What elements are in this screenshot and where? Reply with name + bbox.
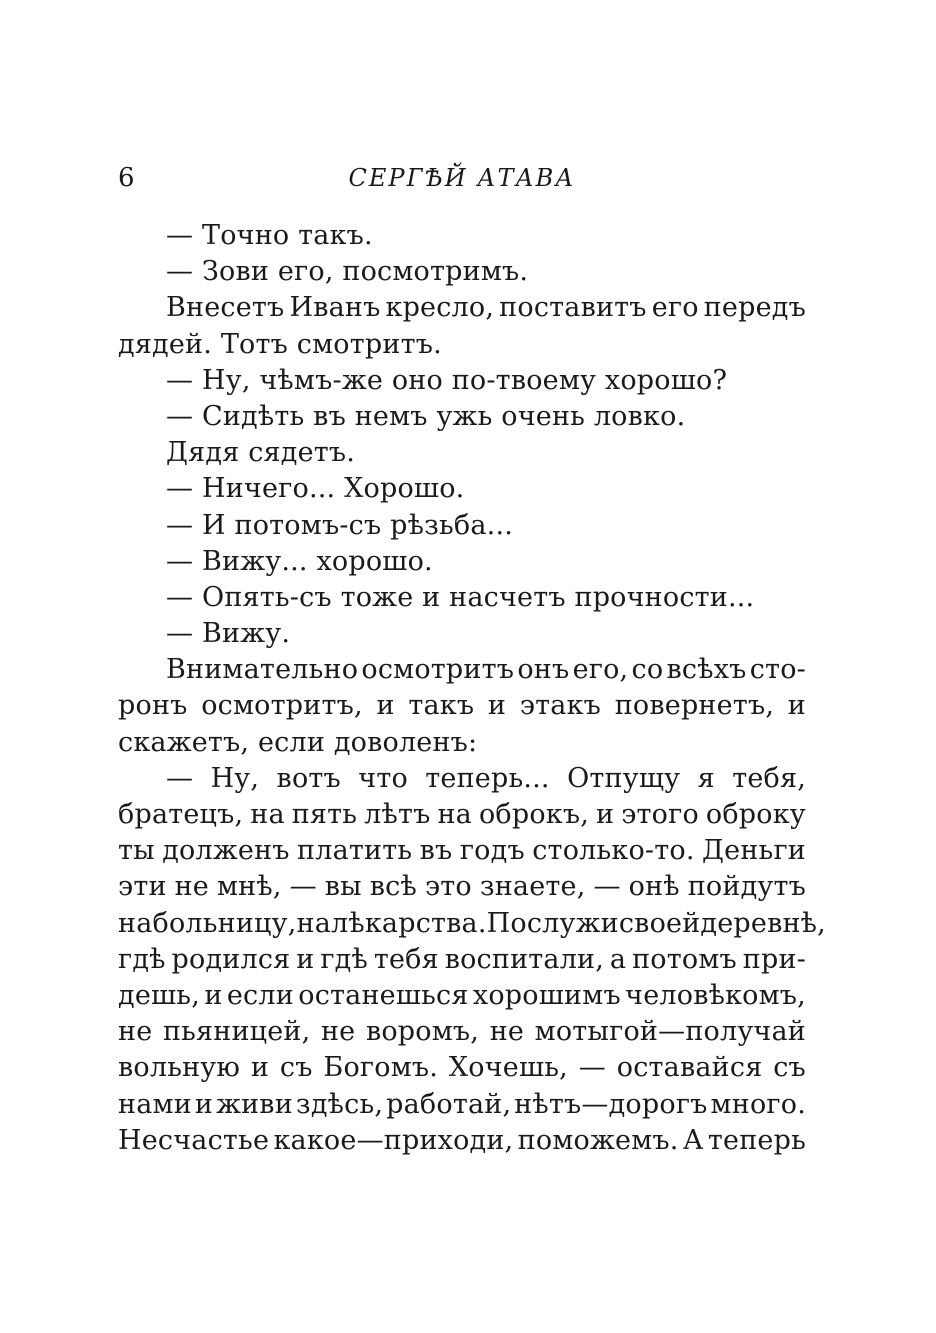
word: я bbox=[697, 762, 715, 794]
word: пьяницей, bbox=[162, 1016, 311, 1048]
word: и bbox=[194, 1088, 214, 1120]
word: сто- bbox=[749, 654, 806, 686]
word: столько-то. bbox=[532, 835, 695, 867]
text-line: — Вижу... хорошо. bbox=[166, 545, 433, 577]
word: — bbox=[166, 762, 194, 794]
word: оброку bbox=[705, 799, 806, 830]
text-line: — И потомъ-съ рѣзьба... bbox=[166, 509, 514, 541]
word: на bbox=[118, 907, 153, 939]
text-line bbox=[118, 1087, 806, 1123]
word: воромъ, bbox=[365, 1016, 480, 1048]
word: работай, bbox=[386, 1088, 512, 1120]
word: съ bbox=[773, 1052, 806, 1084]
word: знаете, bbox=[479, 871, 586, 903]
word: пойдутъ bbox=[687, 871, 806, 903]
text-line: — Ну, чѣмъ-же оно по-твоему хорошо? bbox=[166, 364, 728, 396]
text-line: — Зови его, посмотримъ. bbox=[166, 256, 529, 288]
word: этого bbox=[621, 799, 699, 830]
word: всѣхъ bbox=[666, 654, 747, 686]
text-line bbox=[118, 869, 806, 905]
word: деревнѣ, bbox=[700, 907, 826, 939]
word: родился bbox=[171, 943, 291, 975]
word: останешься bbox=[298, 979, 469, 1011]
text-line bbox=[118, 1123, 806, 1159]
word: больницу, bbox=[152, 907, 297, 939]
word: — bbox=[578, 1052, 606, 1084]
word: поставитъ bbox=[499, 292, 647, 324]
word: Внесетъ bbox=[166, 292, 285, 324]
word: годъ bbox=[459, 835, 525, 867]
word: долженъ bbox=[162, 835, 290, 867]
word: вотъ bbox=[276, 762, 341, 794]
word: какое—приходи, bbox=[273, 1124, 514, 1156]
word: и bbox=[204, 979, 223, 1011]
running-title: СЕРГѢЙ АТАВА bbox=[348, 164, 576, 192]
word: братецъ, bbox=[118, 799, 244, 830]
word: лѣкарства. bbox=[331, 907, 487, 939]
word: эти bbox=[118, 871, 167, 903]
word: оставайся bbox=[616, 1052, 763, 1084]
word: платить bbox=[297, 835, 413, 867]
word: живи bbox=[216, 1088, 293, 1120]
word: Внимательно bbox=[166, 654, 359, 686]
word: поможемъ. bbox=[517, 1124, 679, 1156]
word: Хочешь, bbox=[448, 1052, 568, 1084]
word: человѣкомъ, bbox=[625, 979, 806, 1011]
word: повернетъ, bbox=[614, 690, 775, 722]
word: лѣтъ bbox=[364, 799, 431, 830]
word: не bbox=[320, 1016, 356, 1048]
word: осмотритъ bbox=[361, 654, 515, 686]
text-line bbox=[118, 652, 806, 688]
word: онѣ bbox=[628, 871, 680, 903]
word: на bbox=[296, 907, 331, 939]
word: Иванъ bbox=[289, 292, 381, 324]
word: тебя, bbox=[732, 762, 806, 794]
word: много. bbox=[710, 1088, 806, 1120]
text-line: — Сидѣть въ немъ ужь очень ловко. bbox=[166, 400, 686, 432]
word: теперь bbox=[707, 1124, 806, 1156]
text-line: — Вижу. bbox=[166, 618, 291, 650]
word: всѣ bbox=[369, 871, 417, 903]
text-line: скажетъ, если доволенъ: bbox=[118, 726, 478, 758]
word: при- bbox=[742, 943, 806, 975]
word: вы bbox=[324, 871, 362, 903]
word: оброкъ, bbox=[478, 799, 590, 830]
word: на bbox=[437, 799, 472, 830]
word: этакъ bbox=[519, 690, 602, 722]
word: на bbox=[250, 799, 285, 830]
word: вольную bbox=[118, 1052, 241, 1084]
word: его, bbox=[572, 654, 629, 686]
word: нѣтъ—дорогъ bbox=[514, 1088, 708, 1120]
text-line bbox=[118, 688, 806, 724]
word: воспитали, bbox=[444, 943, 605, 975]
word: и bbox=[596, 799, 615, 830]
word: ронъ bbox=[118, 690, 188, 722]
word: Несчастье bbox=[118, 1124, 270, 1156]
word: что bbox=[358, 762, 408, 794]
word: Отпущу bbox=[567, 762, 681, 794]
word: не bbox=[118, 1016, 153, 1048]
word: гдѣ bbox=[118, 943, 166, 975]
word: не bbox=[489, 1016, 525, 1048]
word: Послужи bbox=[486, 907, 619, 939]
word: тебя bbox=[373, 943, 439, 975]
word: и bbox=[787, 690, 806, 722]
text-line bbox=[118, 1014, 806, 1050]
word: Деньги bbox=[702, 835, 806, 867]
page-header bbox=[118, 160, 806, 196]
word: въ bbox=[419, 835, 453, 867]
word: Богомъ. bbox=[323, 1052, 439, 1084]
text-line: — Ничего... Хорошо. bbox=[166, 473, 465, 505]
word: его bbox=[651, 292, 699, 324]
word: не bbox=[174, 871, 209, 903]
word: теперь... bbox=[425, 762, 550, 794]
word: хорошимъ bbox=[472, 979, 621, 1011]
word: такъ bbox=[408, 690, 475, 722]
word: потомъ bbox=[632, 943, 737, 975]
word: если bbox=[226, 979, 294, 1011]
word: и bbox=[487, 690, 507, 722]
word: онъ bbox=[517, 654, 570, 686]
text-line bbox=[118, 833, 806, 869]
text-line bbox=[118, 797, 806, 833]
word: А bbox=[682, 1124, 704, 1156]
word: гдѣ bbox=[320, 943, 368, 975]
word: нами bbox=[118, 1088, 192, 1120]
word: съ bbox=[279, 1052, 313, 1084]
text-line bbox=[118, 290, 806, 326]
word: — bbox=[289, 871, 317, 903]
word: а bbox=[609, 943, 627, 975]
word: и bbox=[296, 943, 315, 975]
word: своей bbox=[618, 907, 701, 939]
text-line bbox=[118, 942, 806, 978]
word: мотыгой—получай bbox=[534, 1016, 806, 1048]
text-line: — Опять-съ тоже и насчетъ прочности... bbox=[166, 581, 755, 613]
word: пять bbox=[291, 799, 358, 830]
word: мнѣ, bbox=[216, 871, 282, 903]
word: передъ bbox=[703, 292, 806, 324]
word: и bbox=[376, 690, 395, 722]
word: здѣсь, bbox=[295, 1088, 384, 1120]
word: осмотритъ, bbox=[201, 690, 363, 722]
word: ты bbox=[118, 835, 155, 867]
text-line bbox=[118, 906, 826, 942]
word: дешь, bbox=[118, 979, 200, 1011]
word: со bbox=[631, 654, 664, 686]
page-body-text bbox=[118, 218, 826, 1159]
word: это bbox=[424, 871, 472, 903]
word: Ну, bbox=[210, 762, 260, 794]
page-number: 6 bbox=[118, 163, 135, 193]
word: кресло, bbox=[385, 292, 495, 324]
text-line: Дядя сядетъ. bbox=[166, 437, 356, 469]
text-line bbox=[118, 761, 806, 797]
text-line: — Точно такъ. bbox=[166, 220, 373, 251]
word: — bbox=[593, 871, 621, 903]
text-line bbox=[118, 1050, 806, 1086]
text-line bbox=[118, 978, 806, 1014]
word: и bbox=[250, 1052, 270, 1084]
text-line: дядей. Тотъ смотритъ. bbox=[118, 328, 442, 360]
